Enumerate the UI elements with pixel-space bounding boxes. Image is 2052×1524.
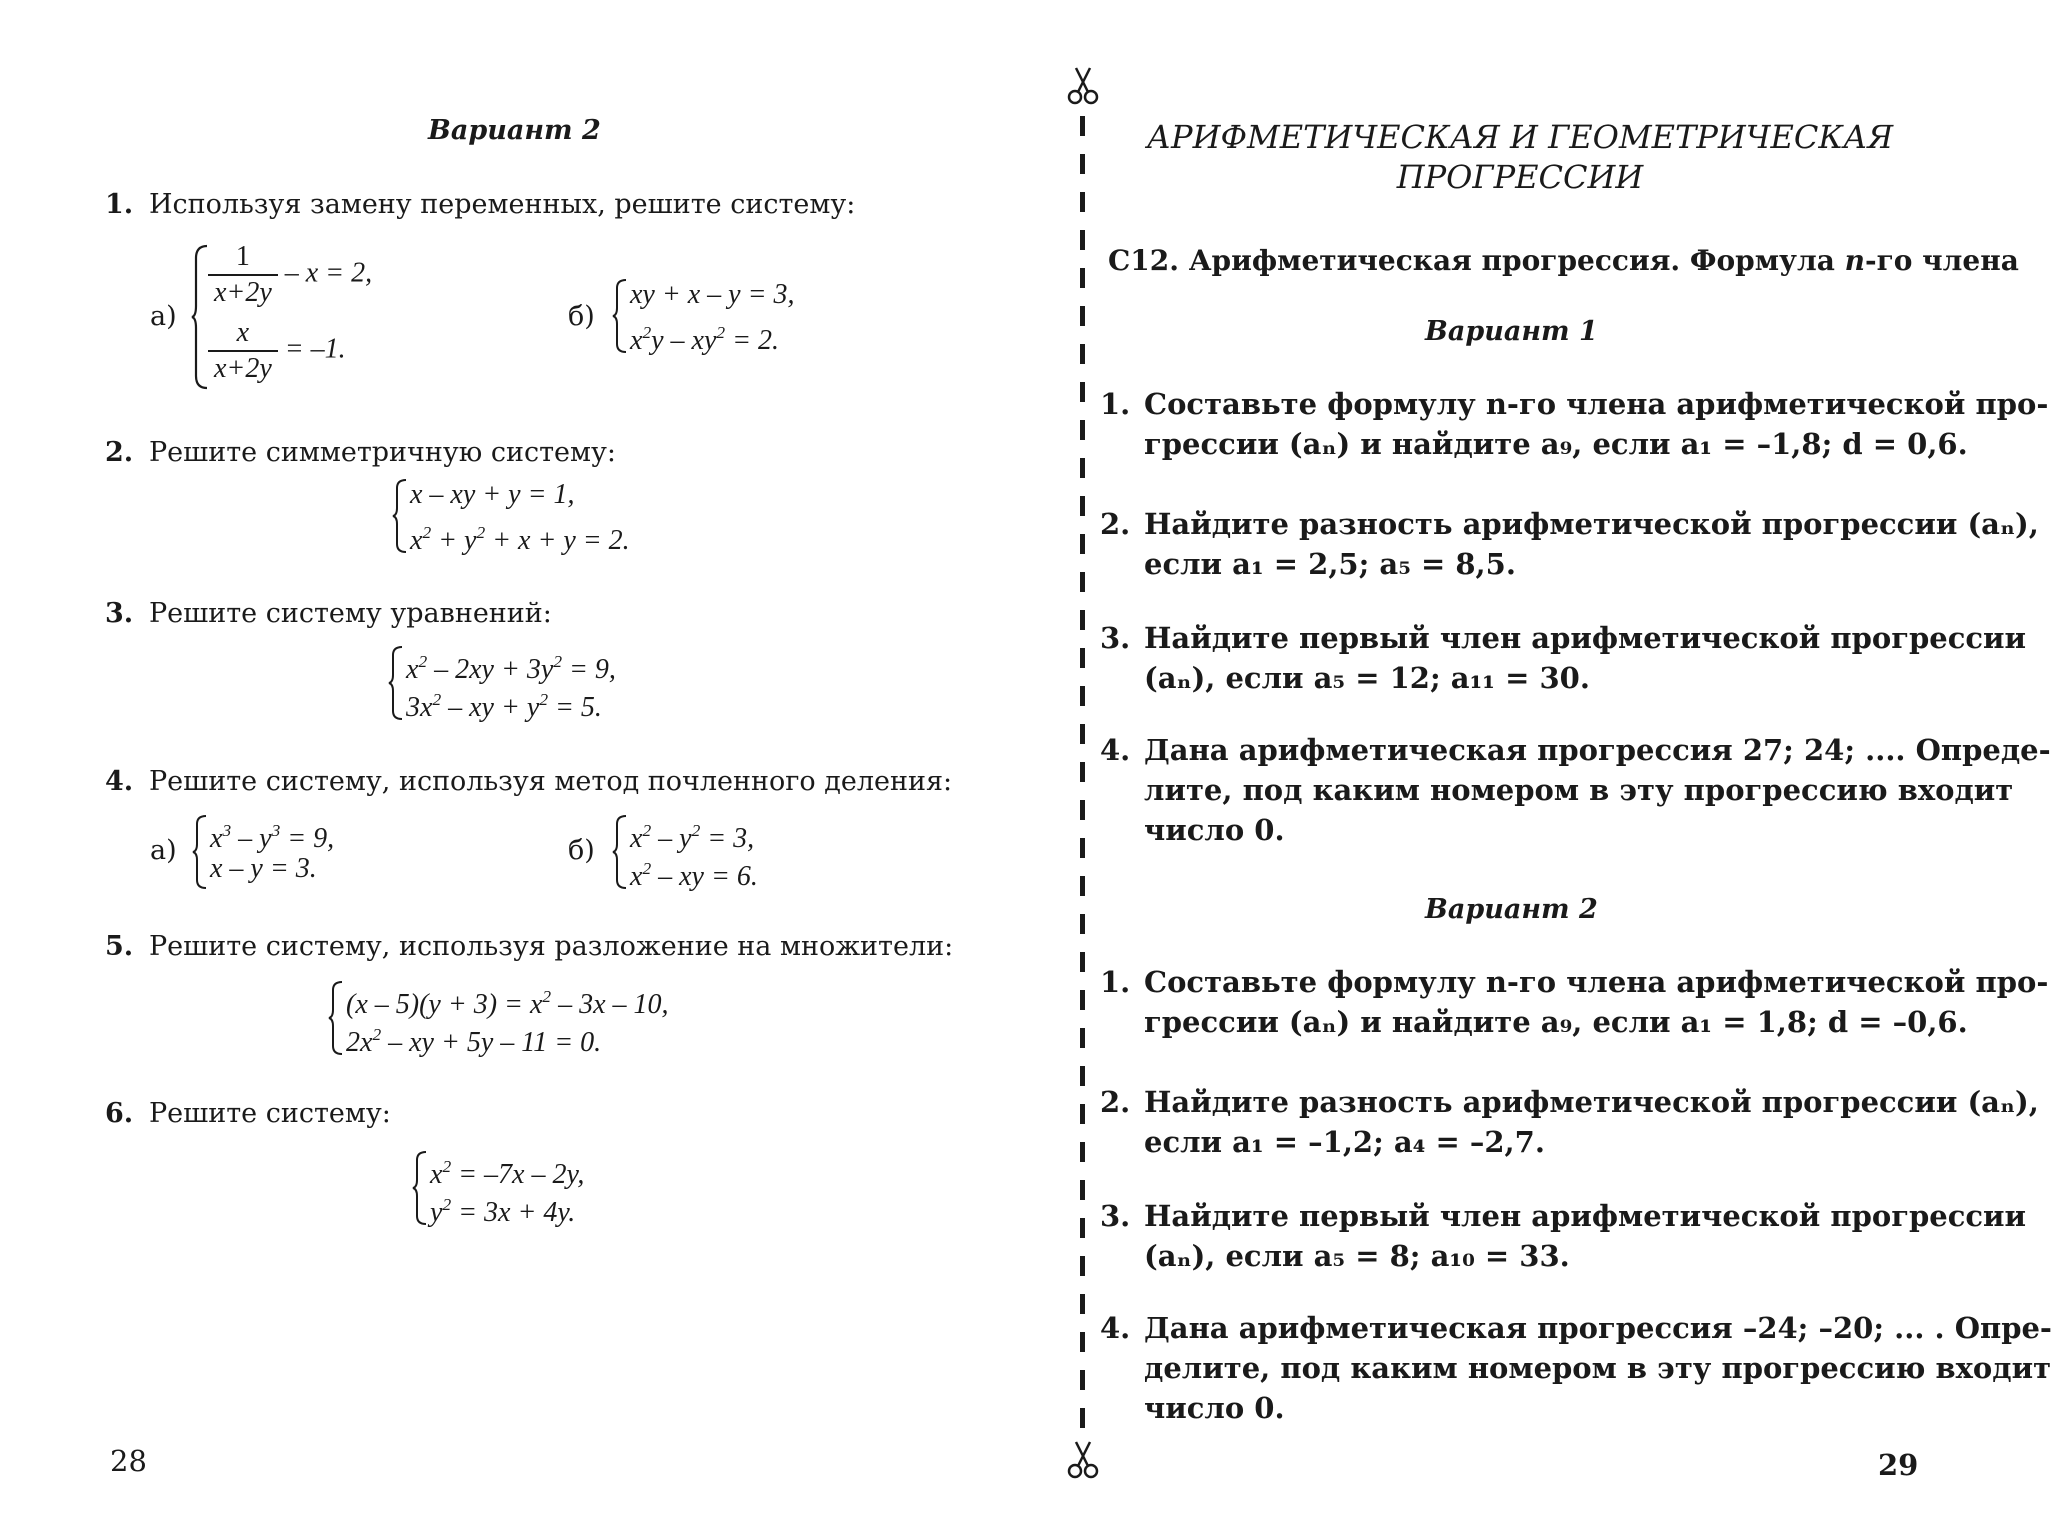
right-variant-2-title: Вариант 2 — [1425, 894, 1598, 925]
cut-dash — [1080, 1256, 1085, 1276]
problem-line: Найдите первый член арифметической прогрессии — [1144, 621, 2027, 655]
fraction-numerator: 1 — [208, 240, 278, 276]
cut-dash — [1080, 1066, 1085, 1086]
problem-line: Найдите разность арифметической прогрессии (aₙ), — [1144, 1085, 2039, 1119]
cut-dash — [1080, 1370, 1085, 1390]
equation: $y^2 = 3x + 4y$. — [430, 1195, 576, 1228]
cut-dash — [1080, 192, 1085, 212]
v1-problem-3 — [1100, 618, 2027, 698]
problem-number: 2. — [1100, 1085, 1131, 1119]
p4-label-a: а) — [150, 835, 177, 866]
problem-line: грессии (aₙ) и найдите a₉, если a₁ = –1,8; d = 0,6. — [1144, 427, 1968, 461]
problem-line: число 0. — [1144, 813, 1285, 847]
v1-problem-1 — [1100, 384, 2049, 464]
problem-line: Дана арифметическая прогрессия 27; 24; .... Опреде- — [1144, 733, 2051, 767]
cut-dash — [1080, 496, 1085, 516]
cut-dash — [1080, 344, 1085, 364]
equation: $3x^2$ – xy + $y^2 = 5$. — [406, 690, 602, 723]
problem-6 — [105, 1095, 391, 1133]
v2-problem-3 — [1100, 1196, 2027, 1276]
equation: $x^2y - xy^2 = 2$. — [630, 323, 780, 356]
equation: $x^2 = -7x - 2y$, — [430, 1157, 585, 1190]
problem-line: Найдите первый член арифметической прогрессии — [1144, 1199, 2027, 1233]
equation: $x^2 + y^2 + x + y = 2$. — [410, 523, 630, 556]
equation: xy + x – y = 3, — [630, 279, 795, 310]
p4-label-b: б) — [568, 835, 595, 866]
right-page-number: 29 — [1878, 1448, 1919, 1482]
cut-dash — [1080, 952, 1085, 972]
problem-number: 1. — [105, 189, 134, 220]
scissors-icon — [1066, 1440, 1100, 1480]
cut-dash — [1080, 534, 1085, 554]
problem-line: лите, под каким номером в эту прогрессию входит — [1144, 773, 2014, 807]
system-1b — [612, 276, 852, 356]
problem-1 — [105, 186, 855, 224]
cut-dash — [1080, 800, 1085, 820]
fraction-denominator: x+2y — [214, 277, 272, 308]
equation: x – y = 3. — [210, 853, 317, 884]
problem-number: 1. — [1100, 965, 1131, 999]
cut-dash — [1080, 876, 1085, 896]
section-title-line-1: АРИФМЕТИЧЕСКАЯ И ГЕОМЕТРИЧЕСКАЯ — [1146, 118, 1894, 156]
problem-number: 5. — [105, 931, 134, 962]
problem-line: Дана арифметическая прогрессия –24; –20; ... . Опре- — [1144, 1311, 2052, 1345]
equation: $x^2 - 2xy + 3y^2 = 9$, — [406, 652, 616, 685]
equation: $x^2 - y^2 = 3$, — [630, 821, 755, 854]
equation: x – xy + y = 1, — [410, 479, 575, 510]
brace — [612, 814, 628, 890]
cut-dash — [1080, 990, 1085, 1010]
cut-dash — [1080, 1408, 1085, 1428]
problem-number: 4. — [1100, 733, 1131, 767]
system-6 — [412, 1148, 672, 1228]
cut-dash — [1080, 1294, 1085, 1314]
cut-dash — [1080, 724, 1085, 744]
problem-text: Решите систему: — [149, 1098, 391, 1129]
brace — [412, 1150, 428, 1226]
system-5 — [328, 978, 728, 1058]
system-4b — [612, 812, 812, 892]
cut-dash — [1080, 1104, 1085, 1124]
problem-4 — [105, 763, 952, 801]
brace — [392, 478, 408, 554]
scissors-icon — [1066, 66, 1100, 106]
problem-line: Составьте формулу n-го члена арифметической про- — [1144, 387, 2049, 421]
problem-text: Решите систему, используя метод почленного деления: — [149, 766, 953, 797]
problem-number: 2. — [1100, 507, 1131, 541]
cut-dash — [1080, 1332, 1085, 1352]
brace — [612, 278, 628, 354]
cut-dash — [1080, 610, 1085, 630]
brace — [388, 645, 404, 721]
v2-problem-4 — [1100, 1308, 2052, 1428]
problem-3 — [105, 595, 552, 633]
section-title-line-2: ПРОГРЕССИИ — [1396, 158, 1644, 196]
cut-dash — [1080, 420, 1085, 440]
p1-label-a: а) — [150, 301, 177, 332]
cut-dash — [1080, 686, 1085, 706]
problem-line: если a₁ = 2,5; a₅ = 8,5. — [1144, 547, 1516, 581]
fraction-numerator: x — [208, 316, 278, 352]
problem-text: Решите систему, используя разложение на множители: — [149, 931, 954, 962]
problem-line: грессии (aₙ) и найдите a₉, если a₁ = 1,8; d = –0,6. — [1144, 1005, 1968, 1039]
problem-line: (aₙ), если a₅ = 12; a₁₁ = 30. — [1144, 661, 1590, 695]
problem-number: 2. — [105, 437, 134, 468]
problem-number: 3. — [105, 598, 134, 629]
cut-dash — [1080, 762, 1085, 782]
cut-dash — [1080, 1028, 1085, 1048]
equation: = –1. — [284, 333, 346, 365]
equation: $2x^2$ – xy + 5y – 11 = 0. — [346, 1025, 602, 1058]
cut-dash — [1080, 648, 1085, 668]
cut-dash — [1080, 1218, 1085, 1238]
problem-text: Используя замену переменных, решите систему: — [149, 189, 856, 220]
equation: $(x - 5)(y + 3) = x^2 - 3x - 10$, — [346, 987, 669, 1020]
right-variant-1-title: Вариант 1 — [1425, 316, 1598, 347]
v2-problem-2 — [1100, 1082, 2039, 1162]
brace — [192, 814, 208, 890]
problem-number: 4. — [105, 766, 134, 797]
problem-line: Найдите разность арифметической прогрессии (aₙ), — [1144, 507, 2039, 541]
system-3 — [388, 643, 648, 723]
cut-dash — [1080, 230, 1085, 250]
problem-line: если a₁ = –1,2; a₄ = –2,7. — [1144, 1125, 1545, 1159]
problem-line: число 0. — [1144, 1391, 1285, 1425]
equation: $x^3 - y^3 = 9$, — [210, 821, 335, 854]
problem-number: 3. — [1100, 1199, 1131, 1233]
problem-text: Решите симметричную систему: — [149, 437, 617, 468]
left-variant-title: Вариант 2 — [428, 115, 601, 146]
system-4a — [192, 812, 392, 892]
problem-line: Составьте формулу n-го члена арифметической про- — [1144, 965, 2049, 999]
problem-line: (aₙ), если a₅ = 8; a₁₀ = 33. — [1144, 1239, 1570, 1273]
cut-dash — [1080, 306, 1085, 326]
problem-number: 4. — [1100, 1311, 1131, 1345]
problem-line: делите, под каким номером в эту прогрессию входит — [1144, 1351, 2052, 1385]
cut-dash — [1080, 914, 1085, 934]
cut-dash — [1080, 838, 1085, 858]
equation: – x = 2, — [284, 257, 373, 289]
fraction-denominator: x+2y — [214, 353, 272, 384]
cut-dash — [1080, 116, 1085, 136]
problem-number: 1. — [1100, 387, 1131, 421]
system-2 — [392, 476, 652, 556]
cut-dash — [1080, 382, 1085, 402]
p1-label-b: б) — [568, 301, 595, 332]
cut-dash — [1080, 1180, 1085, 1200]
brace — [328, 980, 344, 1056]
left-page-number: 28 — [110, 1444, 147, 1478]
equation: $x^2$ – xy = 6. — [630, 859, 758, 892]
cut-dash — [1080, 154, 1085, 174]
v2-problem-1 — [1100, 962, 2049, 1042]
v1-problem-4 — [1100, 730, 2051, 850]
problem-2 — [105, 434, 616, 472]
system-1a — [190, 240, 450, 390]
problem-text: Решите систему уравнений: — [149, 598, 552, 629]
problem-number: 3. — [1100, 621, 1131, 655]
cut-dash — [1080, 572, 1085, 592]
cut-dash — [1080, 268, 1085, 288]
problem-number: 6. — [105, 1098, 134, 1129]
brace — [190, 244, 210, 390]
cut-dash — [1080, 458, 1085, 478]
problem-5 — [105, 928, 953, 966]
v1-problem-2 — [1100, 504, 2039, 584]
cut-dash — [1080, 1142, 1085, 1162]
subsection-title: С12. Арифметическая прогрессия. Формула n-го члена — [1108, 244, 2019, 277]
